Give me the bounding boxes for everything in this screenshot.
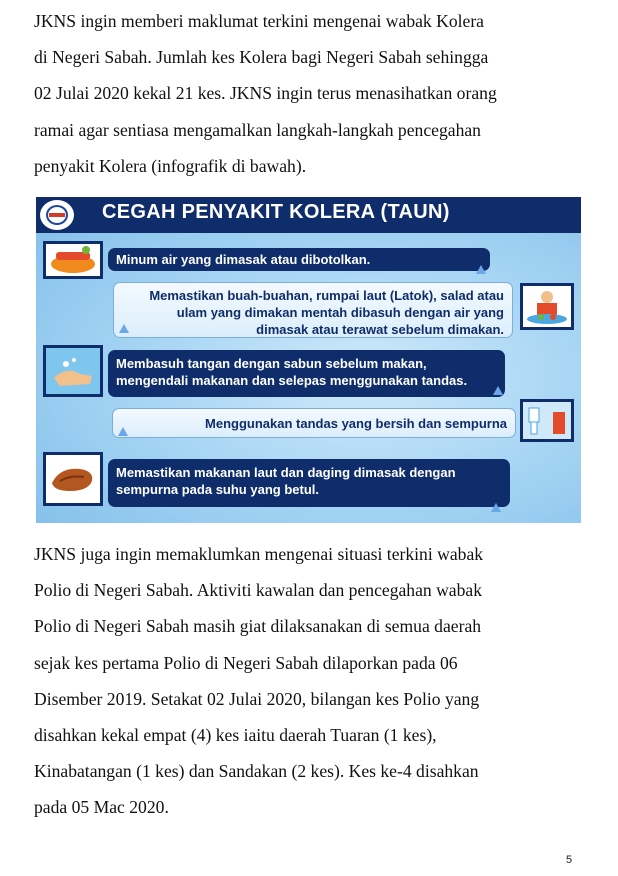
text-line: disahkan kekal empat (4) kes iaitu daerah Tuaran (1 kes), [34, 725, 437, 746]
prevention-step-2 [113, 282, 513, 338]
cooked-meat-icon [43, 452, 103, 506]
jkns-logo-icon [40, 200, 74, 230]
prevention-step-1 [108, 248, 490, 271]
prevention-step-5 [108, 459, 510, 507]
step-text: Menggunakan tandas yang bersih dan sempurna [205, 416, 507, 431]
text-line: Kinabatangan (1 kes) dan Sandakan (2 kes). Kes ke-4 disahkan [34, 761, 479, 782]
text-line: 02 Julai 2020 kekal 21 kes. JKNS ingin terus menasihatkan orang [34, 83, 497, 104]
paragraph-polio [34, 536, 579, 826]
water-drop-icon [476, 265, 486, 274]
text-line: JKNS juga ingin memaklumkan mengenai situasi terkini wabak [34, 544, 484, 564]
water-drop-icon [118, 427, 128, 436]
text-line: JKNS ingin memberi maklumat terkini mengenai wabak Kolera [34, 11, 484, 31]
step-text: Memastikan buah-buahan, rumpai laut (Latok), salad atau ulam yang dimakan mentah dibasuh dengan air yang dimasak atau terawat sebelum dimakan. [149, 288, 504, 337]
text-line: sejak kes pertama Polio di Negeri Sabah dilaporkan pada 06 [34, 652, 458, 673]
kolera-infographic [36, 197, 581, 523]
paragraph-kolera [34, 3, 579, 184]
page-number: 5 [566, 854, 573, 866]
water-drop-icon [491, 503, 501, 512]
text-line: Polio di Negeri Sabah masih giat dilaksanakan di semua daerah [34, 616, 482, 637]
water-drop-icon [119, 324, 129, 333]
handwashing-icon [43, 345, 103, 397]
infographic-title: CEGAH PENYAKIT KOLERA (TAUN) [102, 201, 450, 223]
text-line: di Negeri Sabah. Jumlah kes Kolera bagi Negeri Sabah sehingga [34, 47, 489, 68]
prevention-step-3 [108, 350, 505, 397]
toilet-icon [520, 399, 574, 442]
water-drop-icon [493, 386, 503, 395]
step-text: Minum air yang dimasak atau dibotolkan. [116, 252, 371, 267]
prevention-step-4 [112, 408, 516, 438]
step-text: Memastikan makanan laut dan daging dimasak dengan sempurna pada suhu yang betul. [116, 465, 456, 497]
infographic-header [36, 197, 581, 233]
food-bowl-icon [43, 241, 103, 279]
washing-vegetables-icon [520, 283, 574, 330]
text-line: pada 05 Mac 2020. [34, 797, 169, 818]
text-line: Disember 2019. Setakat 02 Julai 2020, bilangan kes Polio yang [34, 688, 480, 709]
text-line: Polio di Negeri Sabah. Aktiviti kawalan dan pencegahan wabak [34, 580, 483, 601]
step-text: Membasuh tangan dengan sabun sebelum makan, mengendali makanan dan selepas menggunakan tandas. [116, 356, 468, 388]
text-line: ramai agar sentiasa mengamalkan langkah-langkah pencegahan [34, 119, 481, 140]
text-line: penyakit Kolera (infografik di bawah). [34, 155, 307, 176]
